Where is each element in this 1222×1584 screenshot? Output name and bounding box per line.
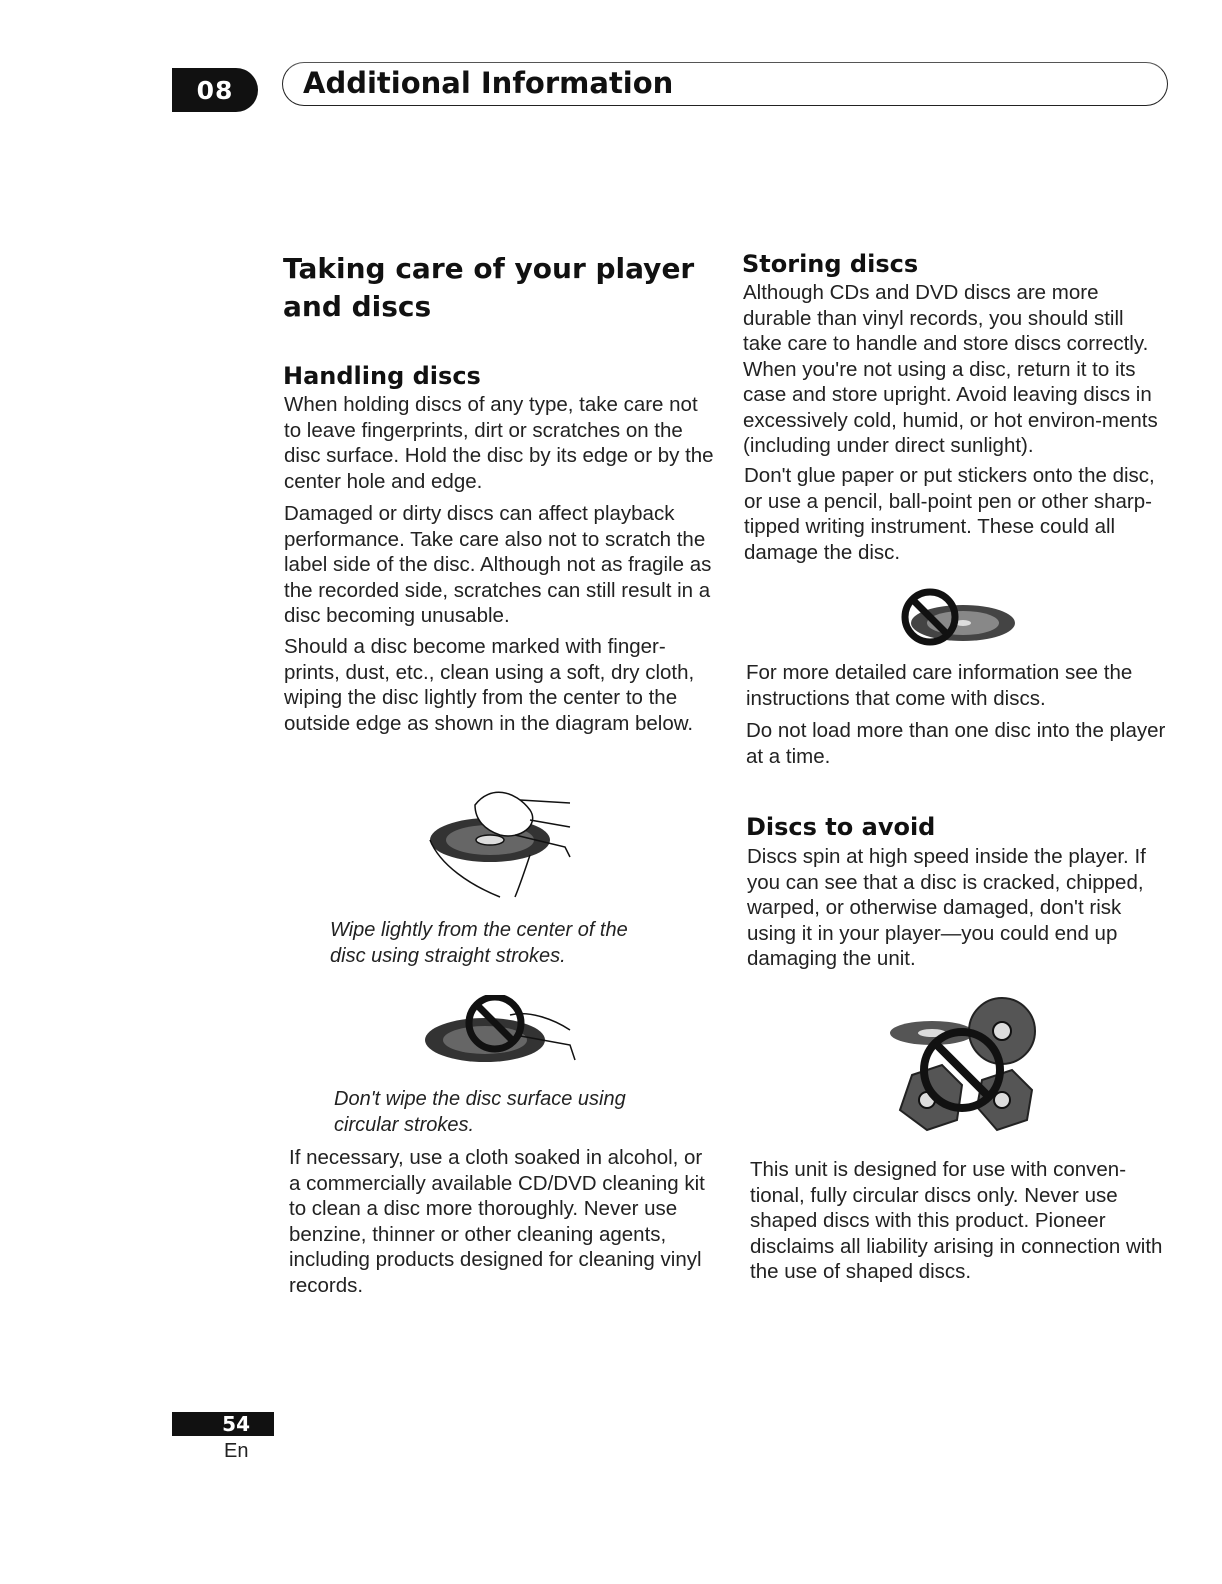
storing-paragraph-3: For more detailed care information see the instructions that come with discs.: [746, 661, 1133, 710]
chapter-title: Additional Information: [303, 66, 674, 100]
no-sticker-illustration: [895, 585, 1020, 655]
section-title: Taking care of your player and discs: [283, 252, 695, 323]
storing-paragraph-1: Although CDs and DVD discs are more durable than vinyl records, you should still take care to handle and store discs correctly. When you're not using a disc, return it to its case and store upright. Avoid leaving discs in excessively cold, humid, or hot environ-ments (including under direct sunlight).: [743, 281, 1158, 457]
chapter-number-tab: 08: [172, 68, 258, 112]
wipe-circular-caption: Don't wipe the disc surface using circular strokes.: [334, 1088, 626, 1136]
storing-paragraph-4: Do not load more than one disc into the player at a time.: [746, 719, 1166, 768]
avoid-paragraph-2: This unit is designed for use with conven-tional, fully circular discs only. Never use shaped discs with this product. Pioneer disclaims all liability arising in connection with the use of shaped discs.: [750, 1158, 1163, 1283]
wipe-straight-illustration: [420, 785, 590, 900]
avoid-paragraph-1: Discs spin at high speed inside the player. If you can see that a disc is cracked, chipped, warped, or otherwise damaged, don't risk using it in your player—you could end up damaging the unit.: [747, 845, 1146, 970]
handling-discs-heading: Handling discs: [283, 362, 481, 390]
storing-paragraph-2: Don't glue paper or put stickers onto the disc, or use a pencil, ball-point pen or other sharp-tipped writing instrument. These could all damage the disc.: [744, 464, 1155, 564]
handling-paragraph-2: Damaged or dirty discs can affect playback performance. Take care also not to scratch the label side of the disc. Although not as fragile as the recorded side, scratches can still result in a disc becoming unusable.: [284, 502, 712, 627]
cleaning-paragraph: If necessary, use a cloth soaked in alcohol, or a commercially available CD/DVD cleaning kit to clean a disc more thoroughly. Never use benzine, thinner or other cleaning agents, including products designed for cleaning vinyl records.: [289, 1146, 705, 1297]
wipe-circular-prohibited-illustration: [420, 995, 590, 1075]
discs-to-avoid-heading: Discs to avoid: [746, 813, 936, 841]
page-language: En: [224, 1440, 249, 1462]
shaped-discs-prohibited-illustration: [882, 995, 1042, 1140]
handling-paragraph-3: Should a disc become marked with finger-prints, dust, etc., clean using a soft, dry cloth, wiping the disc lightly from the center to the outside edge as shown in the diagram below.: [284, 635, 695, 735]
handling-paragraph-1: When holding discs of any type, take care not to leave fingerprints, dirt or scratches on the disc surface. Hold the disc by its edge or by the center hole and edge.: [284, 393, 714, 493]
page-number: 54: [172, 1412, 274, 1436]
storing-discs-heading: Storing discs: [742, 250, 919, 278]
wipe-straight-caption: Wipe lightly from the center of the disc using straight strokes.: [330, 919, 628, 967]
